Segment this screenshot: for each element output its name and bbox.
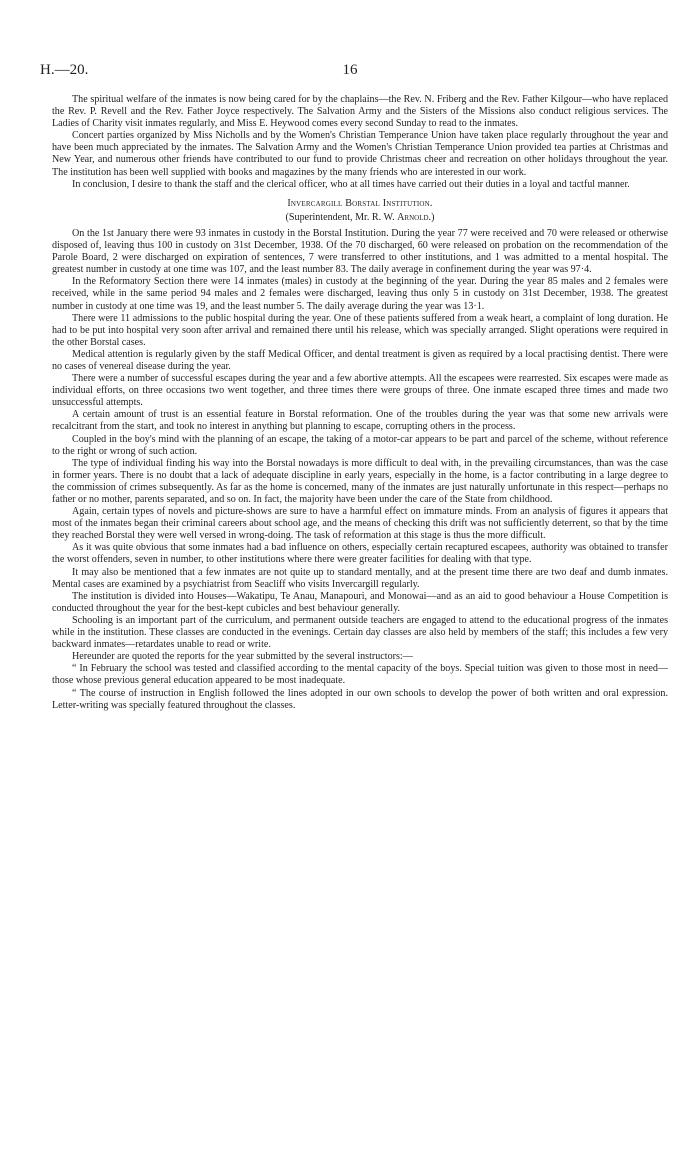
page-header xyxy=(0,62,700,82)
paragraph: Again, certain types of novels and picture-shows are sure to have a harmful effect on immature minds. From an analysis of figures it appears that most of the inmates began their criminal careers about school age, and the means of checking this drift was not sufficiently deterrent, so that by the time they reached Borstal they were well versed in wrong-doing. The task of reformation at this stage is thus the more difficult. xyxy=(52,506,668,542)
paragraph: Hereunder are quoted the reports for the year submitted by the several instructors:— xyxy=(72,651,413,663)
paragraph: The spiritual welfare of the inmates is now being cared for by the chaplains—the Rev. N. Friberg and the Rev. Father Kilgour—who have replaced the Rev. P. Revell and the Rev. Father Joyce respectively. The Salvation Army and the Sisters of the Missions also conduct religious services. The Ladies of Charity visit inmates regularly, and Miss E. Heywood comes every second Sunday to read to the inmates. xyxy=(52,94,668,130)
paragraph: In the Reformatory Section there were 14 inmates (males) in custody at the beginning of the year. During the year 85 males and 2 females were received, while in the same period 94 males and 2 females were discharged, leaving thus only 5 in custody on 31st December, 1938. The greatest number in custody at one time was 19, and the least number 5. The daily average during the year was 13·1. xyxy=(52,276,668,312)
paragraph: The institution is divided into Houses—Wakatipu, Te Anau, Manapouri, and Monowai—and as an aid to good behaviour a House Competition is conducted throughout the year for the best-kept cubicles and best behaviour generally. xyxy=(52,590,668,614)
paragraph: The type of individual finding his way into the Borstal nowadays is more difficult to deal with, in the prevailing circumstances, than was the case in former years. There is no doubt that a lack of adequate discipline in early years, especially in the home, is a factor contributing in a large degree to the commission of crimes subsequently. As far as the home is concerned, many of the inmates are just naturally unfortunate in this respect—perhaps no father or no mother, parents separated, and so on. In fact, the majority have been under the care of the State from childhood. xyxy=(52,457,668,505)
paragraph: Coupled in the boy's mind with the planning of an escape, the taking of a motor-car appears to be part and parcel of the scheme, without reference to the right or wrong of such action. xyxy=(52,433,668,457)
paragraph: Medical attention is regularly given by the staff Medical Officer, and dental treatment is given as required by a local practising dentist. There were no cases of venereal disease during the year. xyxy=(52,348,668,372)
report-code: H.—20. xyxy=(40,62,89,78)
page-number: 16 xyxy=(342,62,358,78)
paragraph: A certain amount of trust is an essential feature in Borstal reformation. One of the troubles during the year was that some new arrivals were recalcitrant from the start, and took no interest in anything but planning to escape, corrupting others in the process. xyxy=(52,409,668,433)
paragraph: Schooling is an important part of the curriculum, and permanent outside teachers are engaged to attend to the educational progress of the inmates while in the institution. These classes are conducted in the evenings. Certain day classes are also held by members of the staff; this includes a few very backward inmates—retardates unable to read or write. xyxy=(52,614,668,651)
paragraph: In conclusion, I desire to thank the staff and the clerical officer, who at all times have carried out their duties in a loyal and tactful manner. xyxy=(72,178,630,190)
paragraph: Concert parties organized by Miss Nicholls and by the Women's Christian Temperance Union have taken place regularly throughout the year and have been much appreciated by the inmates. The Salvation Army and the Women's Christian Temperance Union provided tea parties at Christmas and New Year, and numerous other friends have contributed to our fund to provide Christmas cheer and recreation on other holidays throughout the year. The institution has been well supplied with books and magazines by the many friends who are interested in our work. xyxy=(52,130,668,178)
body-text xyxy=(52,94,668,712)
paragraph: It may also be mentioned that a few inmates are not quite up to standard mentally, and at the present time there are two deaf and dumb inmates. Mental cases are examined by a psychiatrist from Seacliff who visits Invercargill regularly. xyxy=(52,566,668,590)
paragraph: “ In February the school was tested and classified according to the mental capacity of the boys. Special tuition was given to those most in need—those whose previous general education appeared to be most inadequate. xyxy=(52,663,668,687)
section-heading: Invercargill Borstal Institution. xyxy=(287,197,433,209)
paragraph: On the 1st January there were 93 inmates in custody in the Borstal Institution. During the year 77 were received and 70 were released or otherwise disposed of, leaving thus 100 in custody on 31st December, 1938. Of the 70 discharged, 60 were released on probation on the recommendation of the Parole Board, 2 were discharged on expiration of sentences, 7 were transferred to other institutions, and 1 was admitted to a mental hospital. The greatest number in custody at one time was 107, and the least number 83. The daily average in confinement during the year was 97·4. xyxy=(52,227,668,276)
paragraph: There were a number of successful escapes during the year and a few abortive attempts. All the escapees were rearrested. Six escapes were made as individual efforts, on three occasions two went together, and three times there were groups of three. One inmate escaped three times and made two unsuccessful attempts. xyxy=(52,373,668,409)
paragraph: “ The course of instruction in English followed the lines adopted in our own schools to develop the power of both written and oral expression. Letter-writing was specially featured throughout the classes. xyxy=(52,687,668,711)
paragraph: As it was quite obvious that some inmates had a bad influence on others, especially certain recaptured escapees, authority was obtained to transfer the worst offenders, seven in number, to other institutions where there were greater facilities for dealing with that type. xyxy=(52,542,668,566)
subheading-suffix: .) xyxy=(428,211,435,223)
paragraph: There were 11 admissions to the public hospital during the year. One of these patients suffered from a weak heart, a complaint of long duration. He had to be put into hospital very soon after arrival and remained there until his release, which was specially arranged. Slight operations were required in the other Borstal cases. xyxy=(52,312,668,348)
subheading-prefix: (Superintendent, Mr. R. W. xyxy=(285,211,398,223)
section-subheading xyxy=(52,212,668,224)
superintendent-name: Arnold xyxy=(397,211,429,223)
